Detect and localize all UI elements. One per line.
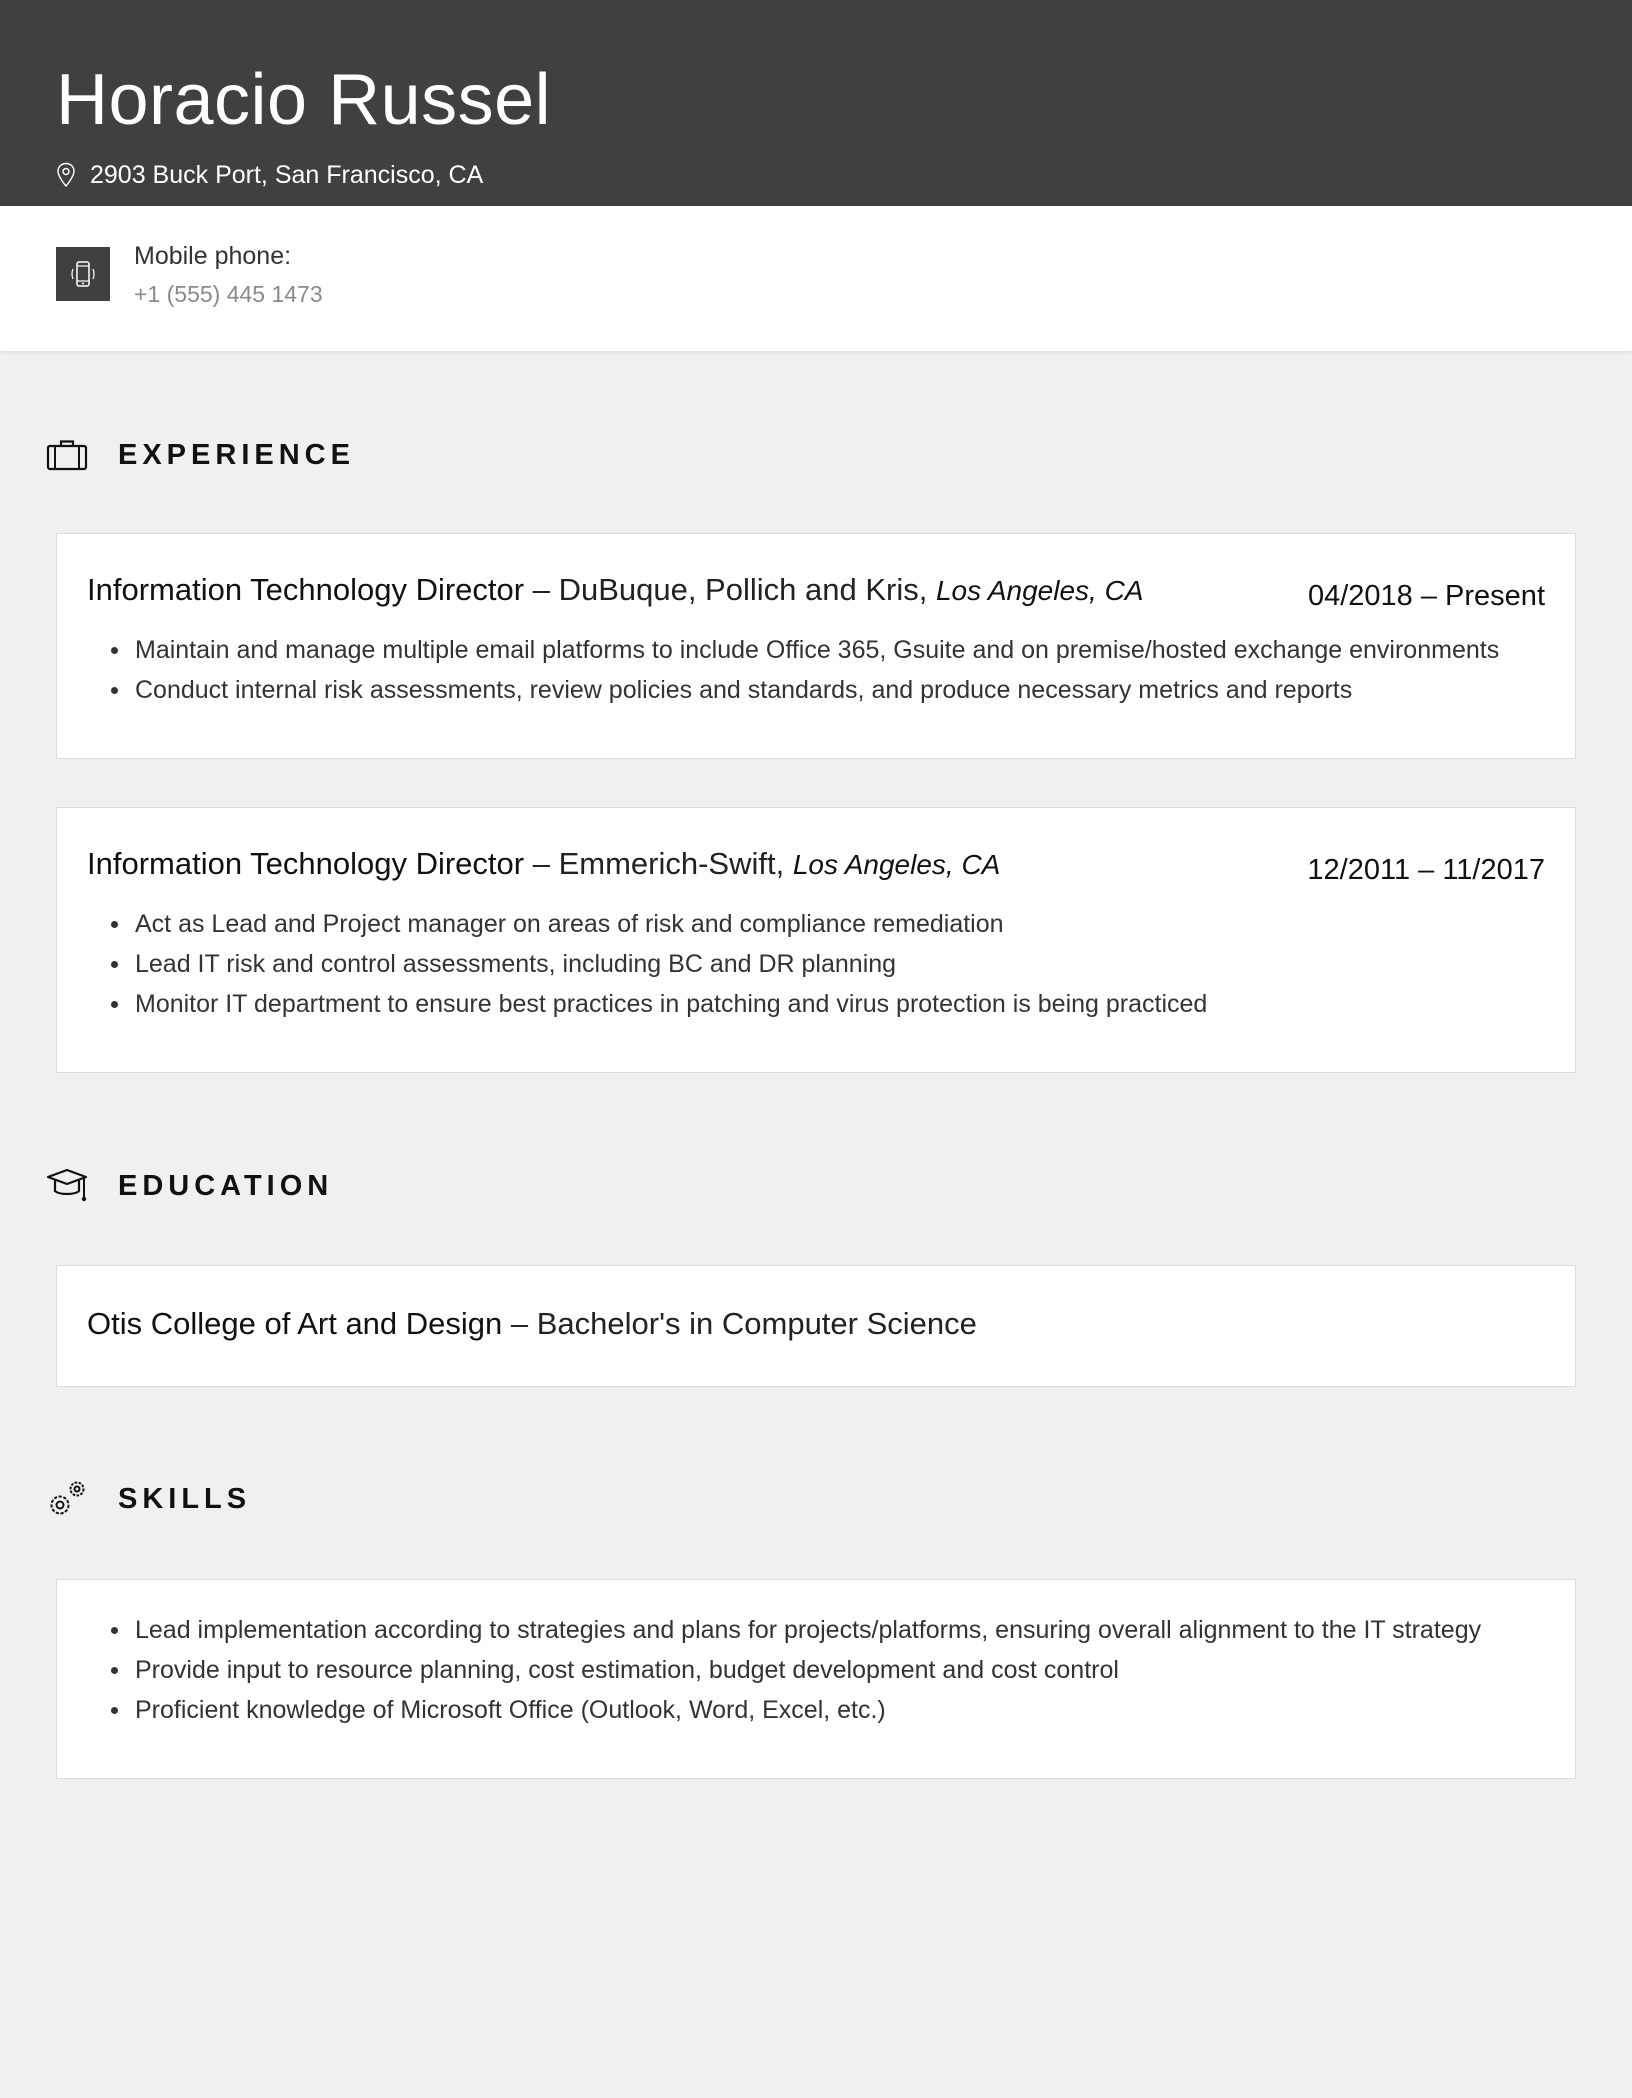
job-separator: – <box>524 846 559 881</box>
mobile-phone-icon <box>56 247 110 301</box>
company-name: Emmerich-Swift, <box>558 846 785 881</box>
education-entry <box>56 1265 1576 1387</box>
phone-label: Mobile phone: <box>134 242 292 270</box>
address-line <box>56 158 483 192</box>
section-title: EXPERIENCE <box>118 439 355 471</box>
job-location: Los Angeles, CA <box>792 849 1001 880</box>
degree-name: Bachelor's in Computer Science <box>536 1306 977 1341</box>
phone-number: +1 (555) 445 1473 <box>134 281 323 307</box>
job-bullets <box>135 904 1555 1024</box>
job-title: Information Technology Director <box>87 572 525 607</box>
education-heading <box>46 1166 446 1206</box>
experience-heading <box>46 435 446 475</box>
skills-list <box>135 1610 1555 1730</box>
bullet-item: Act as Lead and Project manager on areas of risk and compliance remediation <box>135 904 1555 944</box>
education-heading-line <box>87 1306 1545 1346</box>
experience-entry <box>56 533 1576 759</box>
job-dates: 04/2018 – Present <box>1307 580 1545 612</box>
bullet-item: Conduct internal risk assessments, review policies and standards, and produce necessary metrics and reports <box>135 670 1555 710</box>
contact-bar <box>0 206 1632 351</box>
section-title: EDUCATION <box>118 1170 334 1202</box>
job-location: Los Angeles, CA <box>935 575 1144 606</box>
address-text: 2903 Buck Port, San Francisco, CA <box>90 160 484 189</box>
bullet-item: Maintain and manage multiple email platforms to include Office 365, Gsuite and on premise/hosted exchange environments <box>135 630 1555 670</box>
job-title: Information Technology Director <box>87 846 525 881</box>
bullet-item: Lead IT risk and control assessments, including BC and DR planning <box>135 944 1555 984</box>
graduation-cap-icon <box>46 1166 90 1206</box>
job-dates: 12/2011 – 11/2017 <box>1307 854 1545 886</box>
skill-item: Proficient knowledge of Microsoft Office (Outlook, Word, Excel, etc.) <box>135 1690 1555 1730</box>
experience-entry <box>56 807 1576 1073</box>
skills-card <box>56 1579 1576 1779</box>
company-name: DuBuque, Pollich and Kris, <box>558 572 928 607</box>
bullet-item: Monitor IT department to ensure best practices in patching and virus protection is being practiced <box>135 984 1555 1024</box>
skills-heading <box>46 1479 446 1519</box>
skill-item: Lead implementation according to strategies and plans for projects/platforms, ensuring overall alignment to the IT strategy <box>135 1610 1555 1650</box>
resume-header <box>0 0 1632 206</box>
map-pin-icon <box>56 162 76 188</box>
gears-icon <box>46 1479 90 1519</box>
section-title: SKILLS <box>118 1483 252 1515</box>
skill-item: Provide input to resource planning, cost estimation, budget development and cost control <box>135 1650 1555 1690</box>
education-separator: – <box>502 1306 537 1341</box>
school-name: Otis College of Art and Design <box>87 1306 503 1341</box>
job-separator: – <box>524 572 559 607</box>
job-bullets <box>135 630 1555 710</box>
candidate-name: Horacio Russel <box>56 60 552 140</box>
briefcase-icon <box>46 435 90 475</box>
